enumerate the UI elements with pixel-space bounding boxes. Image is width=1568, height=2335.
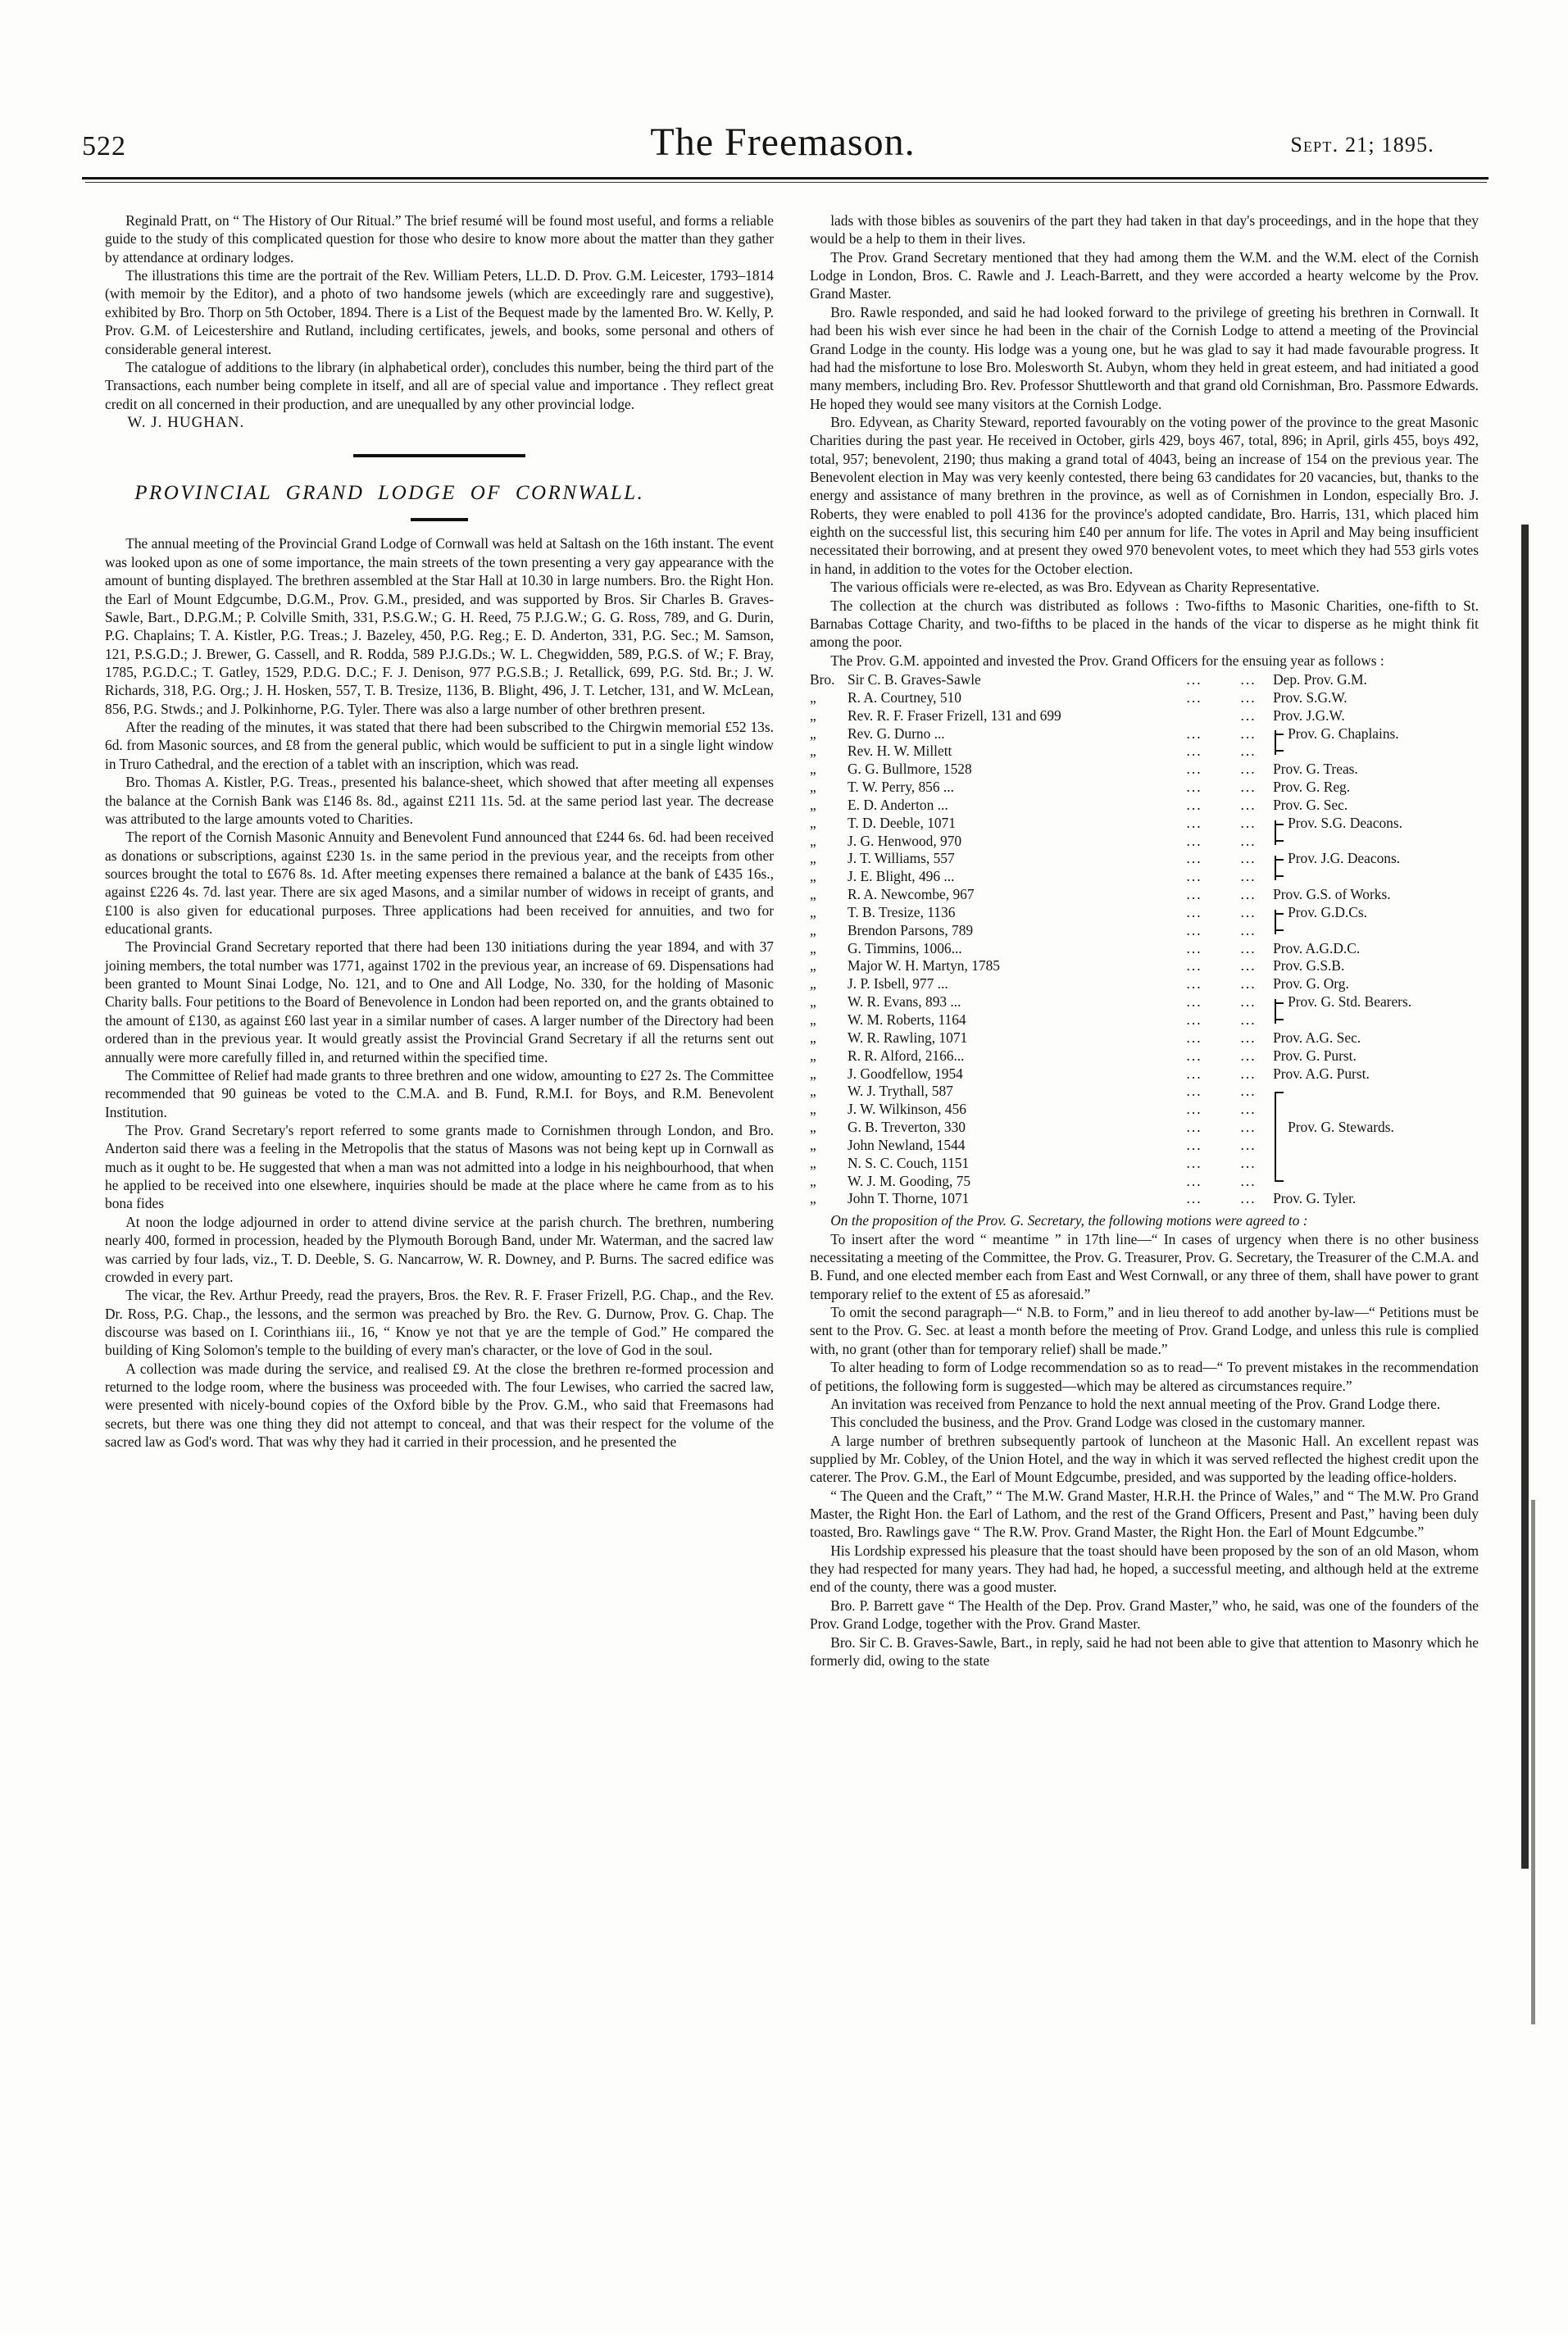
body-paragraph: Bro. Edyvean, as Charity Steward, reported favourably on the voting power of the province to the great Masonic Charities during the past year. He received in October, girls 429, boys 467, total, 896; in April, girls 455, boys 492, total, 957; benevolent, 2190; thus making a grand total of 4043, being an increase of 154 on the previous year. The Benevolent election in May was very keenly contested, there being 63 candidates for 20 vacancies, but, thanks to the energy and assistance of many brethren in the province, as well as of Cornishmen in London, especially Bro. J. Roberts, they were enabled to poll 4136 for the province's adopted candidate, Bro. Harris, 131, which placed him eighth on the successful list, this securing him £40 per annum for life. The votes in April and May being insufficient necessitated their borrowing, and at present they owed 970 benevolent votes, to meet which they had 553 girls votes in hand, in addition to the votes for the October election.	[810, 413, 1479, 577]
officer-row	[810, 797, 1479, 815]
leader-dots: ...	[1240, 886, 1257, 903]
group-brace	[1275, 999, 1284, 1020]
officer-role	[1273, 850, 1479, 868]
leader-dots: ...	[1186, 670, 1202, 688]
officer-role-label: Prov. G.D.Cs.	[1288, 903, 1368, 920]
officer-prefix: „	[810, 706, 816, 724]
leader-dots: ...	[1240, 1011, 1257, 1029]
leader-dots: ...	[1240, 706, 1257, 724]
officer-name: John T. Thorne, 1071	[848, 1190, 970, 1207]
officer-name: Rev. H. W. Millett	[848, 743, 952, 760]
leader-dots: ...	[1186, 957, 1202, 974]
body-paragraph: The annual meeting of the Provincial Grand Lodge of Cornwall was held at Saltash on the 16th instant. The event was looked upon as one of some importance, the main streets of the town presenting a very gay appearance with the amount of bunting displayed. The brethren assembled at the Star Hall at 10.30 in large numbers. Bro. the Right Hon. the Earl of Mount Edgcumbe, D.G.M., Prov. G.M., presided, and was supported by Bros. Sir Charles B. Graves-Sawle, Bart., D.P.G.M.; P. Colville Smith, 331, P.S.G.W.; G. H. Reed, 75 P.J.G.W.; G. G. Ross, 789, and G. Durin, P.G. Chaplains; T. A. Kistler, P.G. Treas.; J. Bazeley, 450, P.G. Reg.; E. D. Anderton, 331, P.G. Sec.; M. Samson, 121, P.S.G.D.; J. Brewer, G. Cassell, and R. Rodda, 589 P.J.G.Ds.; W. L. Chegwidden, 589, P.G.S. of W.; F. Bray, 1785, P.G.D.C.; T. Gatley, 1529, P.D.G. D.C.; F. J. Denison, 977 P.G.S.B.; J. Retallick, 699, P.G. Std. Br.; J. W. Richards, 318, P.G. Org.; J. H. Hosken, 557, T. B. Tresize, 1136, B. Blight, 496, J. T. Letcher, 131, and W. McLean, 856, P.G. Stwds.; and J. Polkinhorne, P.G. Tyler. There was also a large number of other brethren present.	[105, 535, 774, 717]
leader-dots: ...	[1186, 1154, 1202, 1171]
officer-role	[1273, 940, 1479, 958]
publication-title: The Freemason.	[650, 120, 916, 164]
officer-role-label: Prov. A.G. Purst.	[1273, 1065, 1370, 1082]
officer-row	[810, 922, 1479, 940]
leader-dots: ...	[1186, 975, 1202, 993]
motions-block	[810, 1211, 1479, 1395]
officer-role	[1273, 1155, 1479, 1173]
officer-prefix: „	[810, 993, 816, 1011]
officer-name: W. J. Trythall, 587	[848, 1083, 953, 1100]
officer-role	[1273, 904, 1479, 922]
body-paragraph: A collection was made during the service, and realised £9. At the close the brethren re-formed procession and returned to the lodge room, where the business was proceeded with. The four Lewises, who carried the sacred law, were presented with nicely-bound copies of the Oxford bible by the Prov. G.M., who said that Freemasons had secrets, but there was one thing they did not attempt to conceal, and that was their respect for the volume of the sacred law as God's word. That was why they had it carried in their procession, and he presented the	[105, 1360, 774, 1451]
leader-dots: ...	[1186, 743, 1202, 760]
officer-row	[810, 1190, 1479, 1208]
leader-dots: ...	[1240, 1172, 1257, 1189]
officer-role-label: Prov. A.G. Sec.	[1273, 1029, 1361, 1046]
officer-prefix: „	[810, 868, 816, 885]
officer-row	[810, 1065, 1479, 1083]
officer-row	[810, 1083, 1479, 1101]
officer-prefix: „	[810, 1047, 816, 1064]
officer-name: G. G. Bullmore, 1528	[848, 761, 972, 778]
officers-table	[810, 671, 1479, 1208]
officer-row	[810, 815, 1479, 833]
officer-name: J. E. Blight, 496 ...	[848, 868, 955, 885]
leader-dots: ...	[1240, 1119, 1257, 1136]
body-paragraph: The Provincial Grand Secretary reported that there had been 130 initiations during the year 1894, and with 37 joining members, the total number was 1771, against 1702 in the previous year, an increase of 69. Dispensations had been granted to Mount Sinai Lodge, No. 121, and to One and All Lodge, No. 330, for the holding of Masonic Charity balls. Four petitions to the Board of Benevolence in London had been reported on, and the grants obtained to the amount of £130, as against £60 last year in a similar number of cases. A larger number of the Directory had been ordered than in the previous year. It would greatly assist the Provincial Grand Secretary if all the returns sent out annually were more carefully filled in, and returned within the specified time.	[105, 938, 774, 1065]
officer-prefix: „	[810, 850, 816, 867]
leader-dots: ...	[1186, 814, 1202, 831]
group-brace	[1275, 1161, 1284, 1182]
officer-name: W. R. Rawling, 1071	[848, 1029, 968, 1046]
officer-prefix: „	[810, 1029, 816, 1046]
left-lead-paragraphs	[105, 211, 774, 413]
leader-dots: ...	[1186, 993, 1202, 1011]
leader-dots: ...	[1240, 832, 1257, 849]
officer-prefix: „	[810, 725, 816, 742]
officer-prefix: „	[810, 796, 816, 813]
officer-prefix: „	[810, 886, 816, 903]
officer-name: J. Goodfellow, 1954	[848, 1065, 963, 1082]
leader-dots: ...	[1186, 796, 1202, 813]
officer-prefix: „	[810, 957, 816, 974]
group-brace	[1275, 1137, 1284, 1155]
officer-name: T. B. Tresize, 1136	[848, 903, 956, 920]
officer-row	[810, 850, 1479, 868]
officer-role	[1273, 993, 1479, 1011]
leader-dots: ...	[1240, 1047, 1257, 1064]
officer-name: J. W. Wilkinson, 456	[848, 1101, 966, 1118]
leader-dots: ...	[1186, 1119, 1202, 1136]
leader-dots: ...	[1240, 939, 1257, 956]
issue-date: Sept. 21; 1895.	[1290, 133, 1434, 157]
leader-dots: ...	[1240, 779, 1257, 796]
officer-name: W. M. Roberts, 1164	[848, 1011, 966, 1029]
officer-role-label: Prov. G. Org.	[1273, 975, 1349, 993]
right-top-paragraphs	[810, 211, 1479, 670]
officer-role	[1273, 868, 1479, 886]
officer-row	[810, 940, 1479, 958]
motion-paragraph: To alter heading to form of Lodge recommendation so as to read—“ To prevent mistakes in the recommendation of petitions, the following form is suggested—which may be altered as circumstances require.”	[810, 1359, 1479, 1394]
officer-prefix: „	[810, 743, 816, 760]
officer-prefix: „	[810, 1083, 816, 1100]
leader-dots: ...	[1240, 1154, 1257, 1171]
officer-row	[810, 833, 1479, 851]
officer-role	[1273, 815, 1479, 833]
body-paragraph: The Committee of Relief had made grants to three brethren and one widow, amounting to £27 2s. The Committee recommended that 90 guineas be voted to the C.M.A. and B. Fund, R.M.I. for Boys, and R.M. Benevolent Institution.	[105, 1066, 774, 1120]
body-paragraph: lads with those bibles as souvenirs of the part they had taken in that day's proceedings, and in the hope that they would be a help to them in their lives.	[810, 212, 1479, 248]
officer-name: Sir C. B. Graves-Sawle	[848, 670, 981, 688]
leader-dots: ...	[1240, 957, 1257, 974]
leader-dots: ...	[1240, 814, 1257, 831]
officer-name: John Newland, 1544	[848, 1136, 966, 1153]
motions-list	[810, 1230, 1479, 1395]
officer-role-label: Prov. J.G.W.	[1273, 706, 1345, 724]
leader-dots: ...	[1240, 796, 1257, 813]
leader-dots: ...	[1186, 1011, 1202, 1029]
officer-row	[810, 886, 1479, 904]
officer-row	[810, 1119, 1479, 1137]
officer-prefix: „	[810, 939, 816, 956]
leader-dots: ...	[1240, 688, 1257, 706]
officer-role	[1273, 833, 1479, 851]
leader-dots: ...	[1240, 1029, 1257, 1046]
leader-dots: ...	[1186, 761, 1202, 778]
officer-role-label: Prov. J.G. Deacons.	[1288, 850, 1401, 867]
body-paragraph: Bro. Sir C. B. Graves-Sawle, Bart., in reply, said he had not been able to give that attention to Masonry which he formerly did, owing to the state	[810, 1633, 1479, 1669]
leader-dots: ...	[1240, 1101, 1257, 1118]
body-paragraph: The Prov. G.M. appointed and invested the Prov. Grand Officers for the ensuing year as follows :	[830, 652, 1384, 669]
officer-prefix: „	[810, 761, 816, 778]
officer-role-label: Prov. G. Reg.	[1273, 779, 1351, 796]
officer-name: Rev. G. Durno ...	[848, 725, 945, 742]
officer-name: E. D. Anderton ...	[848, 796, 948, 813]
officer-role-label: Prov. A.G.D.C.	[1273, 939, 1361, 956]
officer-role	[1273, 1011, 1479, 1029]
officer-role	[1273, 957, 1479, 975]
body-paragraph: Bro. Thomas A. Kistler, P.G. Treas., presented his balance-sheet, which showed that after meeting all expenses the balance at the Cornish Bank was £146 8s. 8d., against £211 11s. 5d. at the same period last year. The decrease was attributed to the large amounts voted to Charities.	[105, 774, 774, 827]
leader-dots: ...	[1186, 1047, 1202, 1064]
group-brace	[1275, 730, 1284, 752]
officer-name: W. R. Evans, 893 ...	[848, 993, 961, 1011]
body-paragraph: The vicar, the Rev. Arthur Preedy, read the prayers, Bros. the Rev. R. F. Fraser Frizell, P.G. Chap., and the Rev. Dr. Ross, P.G. Chap., the lessons, and the sermon was preached by Bro. the Rev. G. Durnow, Prov. G. Chap. The discourse was based on I. Corinthians iii., 16, “ Know ye not that ye are the temple of God.” He compared the building of King Solomon's temple to the building of every man's character, or the love of God in the soul.	[105, 1287, 774, 1359]
officer-prefix: „	[810, 1119, 816, 1136]
motions-intro: On the proposition of the Prov. G. Secretary, the following motions were agreed to :	[830, 1212, 1308, 1229]
scan-edge-artifact-secondary	[1531, 1500, 1535, 2024]
officer-row	[810, 743, 1479, 761]
officer-prefix: „	[810, 814, 816, 831]
officer-name: Major W. H. Martyn, 1785	[848, 957, 1000, 974]
officer-name: W. J. M. Gooding, 75	[848, 1172, 971, 1189]
leader-dots: ...	[1186, 779, 1202, 796]
officer-row	[810, 689, 1479, 707]
officer-role-label: Prov. G. Treas.	[1273, 761, 1358, 778]
officer-name: J. T. Williams, 557	[848, 850, 955, 867]
group-brace	[1275, 856, 1284, 877]
officer-role	[1273, 886, 1479, 904]
officer-role	[1273, 689, 1479, 707]
leader-dots: ...	[1186, 886, 1202, 903]
body-paragraph: At noon the lodge adjourned in order to attend divine service at the parish church. The brethren, numbering nearly 400, formed in procession, headed by the Plymouth Borough Band, under Mr. Waterman, and the sacred law was carried by four lads, viz., T. D. Deeble, S. G. Nancarrow, W. R. Downey, and P. Burns. The sacred edifice was crowded in every part.	[105, 1213, 774, 1285]
officer-prefix: „	[810, 688, 816, 706]
officer-row	[810, 904, 1479, 922]
officer-role	[1273, 707, 1479, 725]
leader-dots: ...	[1240, 670, 1257, 688]
body-paragraph: The Prov. Grand Secretary's report referred to some grants made to Cornishmen through London, and Bro. Anderton said there was a feeling in the Metropolis that the status of Masons was not being kept up in Cornwall as much as it ought to be. He suggested that when a man was not admitted into a lodge in his neighbourhood, that when he applied to be received into one elsewhere, inquiries should be made at the place where he came from as to his bona fides	[105, 1121, 774, 1212]
officer-name: T. D. Deeble, 1071	[848, 814, 956, 831]
body-paragraph: After the reading of the minutes, it was stated that there had been subscribed to the Chirgwin memorial £52 13s. 6d. from Masonic sources, and £8 from the general public, which would be sufficient to put in a single light window in Truro Cathedral, and the erection of a tablet with an inscription, which was read.	[105, 719, 774, 772]
group-brace	[1275, 1119, 1284, 1137]
officer-role	[1273, 1119, 1479, 1137]
officer-prefix: „	[810, 1154, 816, 1171]
leader-dots: ...	[1240, 921, 1257, 938]
leader-dots: ...	[1240, 850, 1257, 867]
leader-dots: ...	[1240, 1083, 1257, 1100]
section-heading: PROVINCIAL GRAND LODGE OF CORNWALL.	[134, 482, 645, 505]
body-paragraph: The Prov. Grand Secretary mentioned that they had among them the W.M. and the W.M. elect of the Cornish Lodge in London, Bros. C. Rawle and J. Leach-Barrett, and they were accorded a hearty welcome by the Prov. Grand Master.	[810, 248, 1479, 302]
body-paragraph: A large number of brethren subsequently partook of luncheon at the Masonic Hall. An excellent repast was supplied by Mr. Cobley, of the Union Hotel, and the way in which it was served reflected the highest credit upon the caterer. The Prov. G.M., the Earl of Mount Edgcumbe, presided, and was supported by the leading office-holders.	[810, 1432, 1479, 1486]
officer-name: T. W. Perry, 856 ...	[848, 779, 954, 796]
body-paragraph: This concluded the business, and the Prov. Grand Lodge was closed in the customary manner.	[830, 1414, 1366, 1431]
officer-role-label: Prov. G.S. of Works.	[1273, 886, 1391, 903]
leader-dots: ...	[1240, 868, 1257, 885]
body-paragraph: Bro. P. Barrett gave “ The Health of the Dep. Prov. Grand Master,” who, he said, was one of the founders of the Prov. Grand Lodge, together with the Prov. Grand Master.	[810, 1597, 1479, 1633]
leader-dots: ...	[1186, 725, 1202, 742]
page-folio: 522	[82, 131, 126, 161]
motion-paragraph: To omit the second paragraph—“ N.B. to Form,” and in lieu thereof to add another by-law—“ Petitions must be sent to the Prov. G. Sec. at least a month before the meeting of Prov. Grand Lodge, and unless this rule is complied with, no grant (other than for temporary relief) shall be made.”	[810, 1304, 1479, 1357]
body-paragraph: The report of the Cornish Masonic Annuity and Benevolent Fund announced that £244 6s. 6d. had been received as donations or subscriptions, against £230 1s. in the same period in the previous year, and the receipts from other sources brought the total to £676 8s. 1d. After meeting expenses there remained a balance at the bank of £435 16s., against £226 4s. 7d. last year. There are six aged Masons, and a similar number of widows in receipt of grants, and £100 is also given for educational purposes. Three applications had been received for annuities, and two for educational grants.	[105, 829, 774, 938]
body-paragraph: The collection at the church was distributed as follows : Two-fifths to Masonic Charities, one-fifth to St. Barnabas Cottage Charity, and two-fifths to be placed in the hands of the vicar to disperse as he might think fit among the poor.	[810, 597, 1479, 651]
leader-dots: ...	[1240, 725, 1257, 742]
officer-row	[810, 671, 1479, 689]
officer-name: R. R. Alford, 2166...	[848, 1047, 965, 1064]
article-signature: W. J. HUGHAN.	[127, 413, 245, 431]
officer-row	[810, 1101, 1479, 1119]
right-bottom-paragraphs	[810, 1395, 1479, 1669]
officer-role	[1273, 922, 1479, 940]
section-divider-short	[411, 518, 468, 521]
leader-dots: ...	[1186, 1083, 1202, 1100]
leader-dots: ...	[1240, 1190, 1257, 1207]
officer-role-label: Prov. G. Chaplains.	[1288, 725, 1399, 742]
leader-dots	[1165, 707, 1224, 725]
section-divider	[353, 454, 525, 457]
officer-name: R. A. Courtney, 510	[848, 688, 961, 706]
officer-role	[1273, 1083, 1479, 1101]
officer-prefix: „	[810, 1136, 816, 1153]
officer-prefix: „	[810, 779, 816, 796]
officer-row	[810, 761, 1479, 779]
group-brace	[1275, 910, 1284, 931]
leader-dots: ...	[1186, 688, 1202, 706]
officer-name: J. P. Isbell, 977 ...	[848, 975, 948, 993]
column-left	[105, 211, 774, 1451]
motion-paragraph: To insert after the word “ meantime ” in 17th line—“ In cases of urgency when there is no other business necessitating a meeting of the Committee, the Prov. G. Treasurer, Prov. G. Secretary, the Treasurer of the C.M.A. and B. Fund, and one elected member each from East and West Cornwall, or any three of them, shall have power to grant temporary relief to the extent of £5 as aforesaid.”	[810, 1230, 1479, 1302]
officer-name: Brendon Parsons, 789	[848, 921, 974, 938]
leader-dots: ...	[1186, 1136, 1202, 1153]
officer-row	[810, 957, 1479, 975]
leader-dots: ...	[1186, 1190, 1202, 1207]
officer-row	[810, 1137, 1479, 1155]
officer-role	[1273, 1173, 1479, 1191]
leader-dots: ...	[1186, 1172, 1202, 1189]
officer-row	[810, 707, 1479, 725]
leader-dots: ...	[1186, 1101, 1202, 1118]
officer-row	[810, 868, 1479, 886]
leader-dots: ...	[1186, 868, 1202, 885]
officer-role	[1273, 1047, 1479, 1065]
body-paragraph: His Lordship expressed his pleasure that the toast should have been proposed by the son of an old Mason, whom they had respected for many years. They had had, he hoped, a successful meeting, and although held at the extreme end of the county, there was a good muster.	[810, 1542, 1479, 1596]
officer-role-label: Dep. Prov. G.M.	[1273, 670, 1367, 688]
officer-role	[1273, 743, 1479, 761]
officer-row	[810, 725, 1479, 743]
group-brace	[1275, 820, 1284, 842]
officer-prefix: „	[810, 1172, 816, 1189]
officer-name: Rev. R. F. Fraser Frizell, 131 and 699	[848, 706, 1061, 724]
column-right	[810, 211, 1479, 1669]
officer-row	[810, 1011, 1479, 1029]
masthead	[82, 120, 1484, 172]
leader-dots: ...	[1240, 1065, 1257, 1082]
leader-dots: ...	[1240, 993, 1257, 1011]
officer-role	[1273, 725, 1479, 743]
leader-dots: ...	[1240, 761, 1257, 778]
officer-prefix: „	[810, 1101, 816, 1118]
body-paragraph: Reginald Pratt, on “ The History of Our Ritual.” The brief resumé will be found most useful, and forms a reliable guide to the study of this complicated question for those who desire to know more about the matter than they gather by attendance at ordinary lodges.	[105, 212, 774, 266]
officer-row	[810, 1047, 1479, 1065]
officer-role	[1273, 671, 1479, 689]
officer-prefix: Bro.	[810, 670, 835, 688]
left-body-paragraphs	[105, 534, 774, 1451]
officer-role-label: Prov. G. Tyler.	[1273, 1190, 1357, 1207]
body-paragraph: Bro. Rawle responded, and said he had looked forward to the privilege of greeting his brethren in Cornwall. It had been his wish ever since he had been in the chair of the Cornish Lodge to attend a meeting of the Provincial Grand Lodge in the county. His lodge was a young one, but he was glad to say it had made favourable progress. It had had the misfortune to lose Bro. Molesworth St. Aubyn, whom they held in great esteem, and had initiated a good many members, including Bro. Rev. Professor Shuttleworth and that grand old Cornishman, Bro. Passmore Edwards. He hoped they would see many visitors at the Cornish Lodge.	[810, 303, 1479, 412]
officer-role	[1273, 779, 1479, 797]
officer-role	[1273, 1190, 1479, 1208]
officer-prefix: „	[810, 921, 816, 938]
officer-row	[810, 993, 1479, 1011]
officer-name: R. A. Newcombe, 967	[848, 886, 975, 903]
officer-name: J. G. Henwood, 970	[848, 832, 962, 849]
officer-role-label: Prov. G.S.B.	[1273, 957, 1345, 974]
officer-name: G. Timmins, 1006...	[848, 939, 962, 956]
officer-row	[810, 1029, 1479, 1047]
leader-dots: ...	[1186, 1029, 1202, 1046]
officer-prefix: „	[810, 832, 816, 849]
group-brace	[1275, 1101, 1284, 1119]
leader-dots: ...	[1186, 832, 1202, 849]
leader-dots: ...	[1240, 1136, 1257, 1153]
officer-role	[1273, 1101, 1479, 1119]
masthead-rule	[82, 177, 1488, 179]
officer-role	[1273, 1029, 1479, 1047]
body-paragraph: The illustrations this time are the portrait of the Rev. William Peters, LL.D. D. Prov. G.M. Leicester, 1793–1814 (with memoir by the Editor), and a photo of two handsome jewels (which are exceedingly rare and suggestive), exhibited by Bro. Thorp on 5th October, 1894. There is a List of the Bequest made by the lamented Bro. W. Kelly, P. Prov. G.M. of Leicestershire and Rutland, including certificates, jewels, and books, some personal and others of considerable general interest.	[105, 267, 774, 357]
officer-row	[810, 975, 1479, 993]
officer-row	[810, 1173, 1479, 1191]
body-paragraph: “ The Queen and the Craft,” “ The M.W. Grand Master, H.R.H. the Prince of Wales,” and “ The M.W. Pro Grand Master, the Right Hon. the Earl of Lathom, and the rest of the Grand Officers, Present and Past,” having been duly toasted, Bro. Rawlings gave “ The R.W. Prov. Grand Master, the Right Hon. the Earl of Mount Edgcumbe.”	[810, 1487, 1479, 1541]
officer-role-label: Prov. S.G. Deacons.	[1288, 814, 1402, 831]
scan-edge-artifact	[1521, 525, 1529, 1869]
body-paragraph: An invitation was received from Penzance to hold the next annual meeting of the Prov. Grand Lodge there.	[830, 1395, 1441, 1412]
officer-role-label: Prov. G. Stewards.	[1288, 1119, 1394, 1136]
officer-role-label: Prov. G. Purst.	[1273, 1047, 1357, 1064]
officer-name: N. S. C. Couch, 1151	[848, 1154, 970, 1171]
officer-role-label: Prov. S.G.W.	[1273, 688, 1348, 706]
officer-prefix: „	[810, 1011, 816, 1029]
officer-role	[1273, 975, 1479, 993]
officer-role-label: Prov. G. Std. Bearers.	[1288, 993, 1412, 1011]
leader-dots: ...	[1186, 921, 1202, 938]
officer-prefix: „	[810, 1065, 816, 1082]
leader-dots: ...	[1186, 1065, 1202, 1082]
leader-dots: ...	[1186, 850, 1202, 867]
officer-role-label: Prov. G. Sec.	[1273, 796, 1348, 813]
officer-prefix: „	[810, 975, 816, 993]
officer-role	[1273, 797, 1479, 815]
officer-role	[1273, 1065, 1479, 1083]
officer-name: G. B. Treverton, 330	[848, 1119, 966, 1136]
body-paragraph: The catalogue of additions to the library (in alphabetical order), concludes this number, being the third part of the Transactions, each number being complete in itself, and all are of special value and importance . They reflect great credit on all concerned in their production, and are unequalled by any other provincial lodge.	[105, 358, 774, 412]
officer-prefix: „	[810, 1190, 816, 1207]
leader-dots: ...	[1240, 975, 1257, 993]
leader-dots: ...	[1240, 743, 1257, 760]
body-paragraph: The various officials were re-elected, as was Bro. Edyvean as Charity Representative.	[830, 579, 1320, 596]
leader-dots: ...	[1240, 903, 1257, 920]
officer-role	[1273, 1137, 1479, 1155]
leader-dots: ...	[1186, 939, 1202, 956]
officer-row	[810, 1155, 1479, 1173]
officer-role	[1273, 761, 1479, 779]
officer-prefix: „	[810, 903, 816, 920]
officer-row	[810, 779, 1479, 797]
masthead-rule-secondary	[85, 182, 1487, 183]
leader-dots: ...	[1186, 903, 1202, 920]
